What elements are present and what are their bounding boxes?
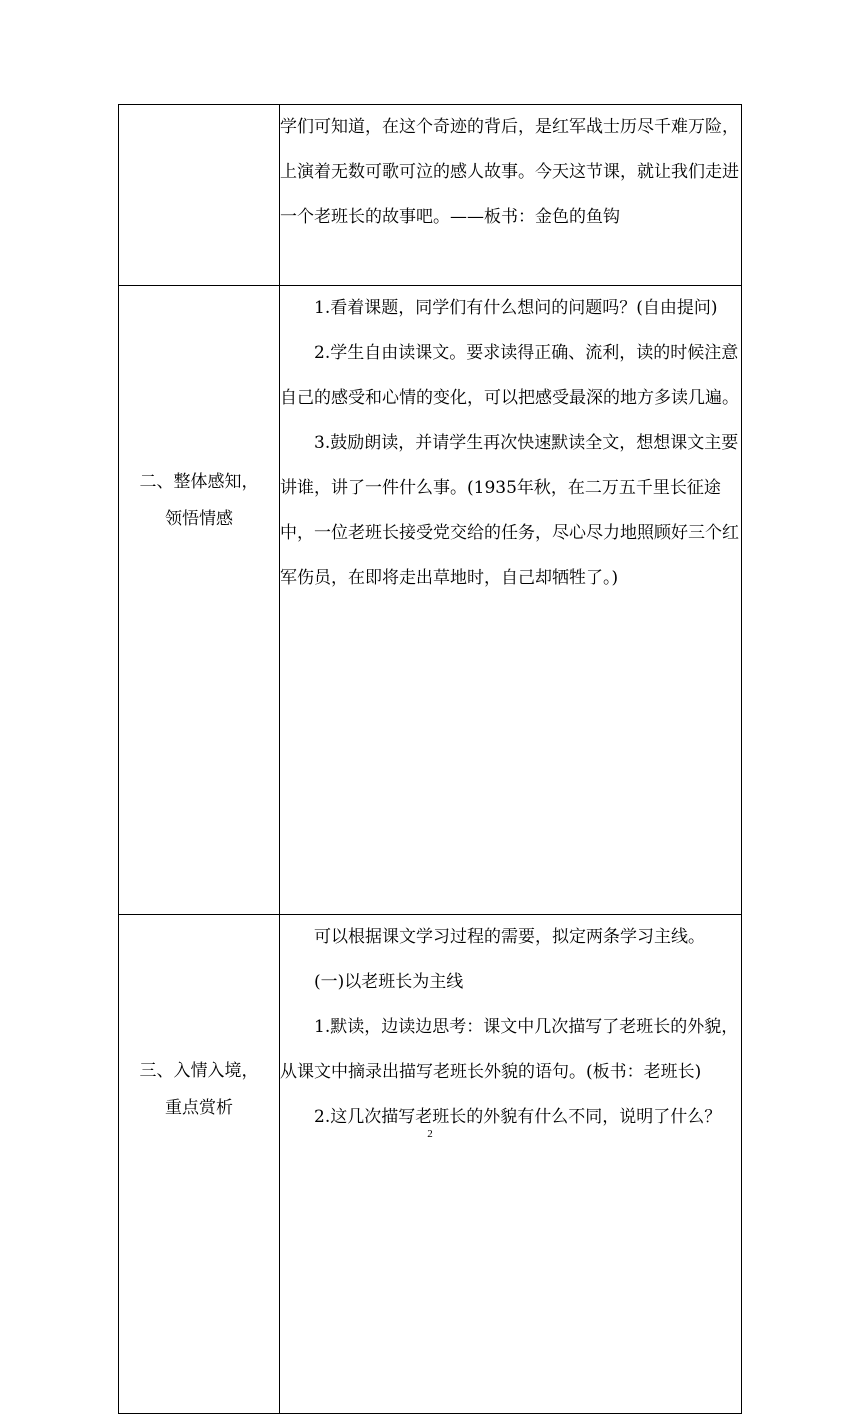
- paragraph: 学们可知道，在这个奇迹的背后，是红军战士历尽千难万险，上演着无数可歌可泣的感人故事。今天这节课，就让我们走进一个老班长的故事吧。——板书：金色的鱼钩: [280, 117, 739, 227]
- paragraph: 1.看着课题，同学们有什么想问的问题吗？(自由提问): [314, 298, 718, 318]
- page-number: 2: [427, 1128, 433, 1140]
- stage-title-line: 二、整体感知，: [139, 472, 259, 492]
- content-cell: [280, 286, 742, 915]
- paragraph: 可以根据课文学习过程的需要，拟定两条学习主线。: [314, 927, 705, 947]
- table-row: [119, 286, 742, 915]
- content-cell: [280, 915, 742, 1414]
- paragraph: 2.这几次描写老班长的外貌有什么不同，说明了什么？: [314, 1107, 722, 1127]
- stage-title-line: 领悟情感: [165, 509, 233, 529]
- paragraph: 1.默读，边读边思考：课文中几次描写了老班长的外貌，从课文中摘录出描写老班长外貌的语句。(板书：老班长): [280, 1017, 739, 1082]
- lesson-plan-table: [118, 104, 742, 1414]
- paragraph: 2.学生自由读课文。要求读得正确、流利，读的时候注意自己的感受和心情的变化，可以把感受最深的地方多读几遍。: [280, 343, 739, 408]
- paragraph: (一)以老班长为主线: [314, 972, 464, 992]
- stage-cell: [119, 105, 280, 286]
- table-row: [119, 105, 742, 286]
- paragraph: 3.鼓励朗读，并请学生再次快速默读全文，想想课文主要讲谁，讲了一件什么事。(1935年秋，在二万五千里长征途中，一位老班长接受党交给的任务，尽心尽力地照顾好三个红军伤员，在即将走出草地时，自己却牺牲了。): [280, 433, 739, 588]
- stage-title-line: 重点赏析: [165, 1098, 233, 1118]
- stage-cell: [119, 915, 280, 1414]
- stage-title-line: 三、入情入境，: [139, 1061, 259, 1081]
- table-row: [119, 915, 742, 1414]
- content-cell: [280, 105, 742, 286]
- stage-cell: [119, 286, 280, 915]
